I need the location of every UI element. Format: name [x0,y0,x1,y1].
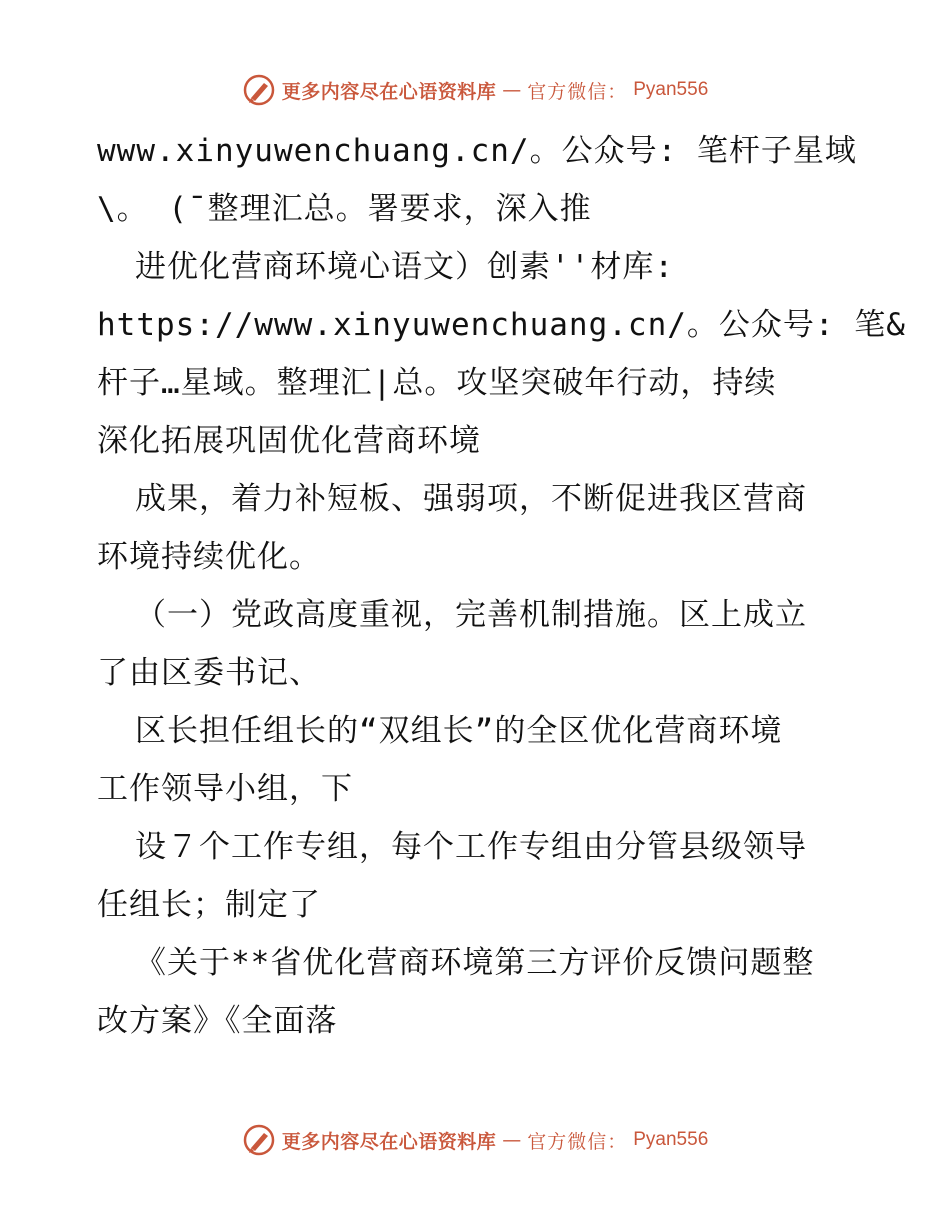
banner-wechat-id: Pyan556 [633,79,709,100]
banner-official-label: 官方微信： [527,80,628,103]
banner-wechat-id: Pyan556 [633,1129,709,1150]
banner-dash: — [502,1129,522,1151]
body-line: www.xinyuwenchuang.cn/。公众号: 笔杆子星域 [97,133,857,169]
banner-brand: 更多内容尽在心语资料库 [281,1130,497,1153]
header-banner [0,70,950,110]
body-line: https://www.xinyuwenchuang.cn/。公众号: 笔& [97,307,906,343]
body-line: 工作领导小组，下 [97,771,353,807]
body-line: （一）党政高度重视，完善机制措施。区上成立 [135,597,807,633]
pen-logo-icon [242,1123,276,1157]
body-line: 进优化营商环境心语文）创素''材库: [135,249,674,285]
body-line: 任组长；制定了 [97,887,321,923]
banner-brand: 更多内容尽在心语资料库 [281,80,497,103]
body-line: 设７个工作专组，每个工作专组由分管县级领导 [135,829,807,865]
body-line: 杆子…星域。整理汇|总。攻坚突破年行动，持续 [97,365,777,401]
document-body [97,122,906,1050]
body-line: 环境持续优化。 [97,539,321,575]
pen-logo-icon [242,73,276,107]
banner-official-label: 官方微信： [527,1130,628,1153]
body-line: 了由区委书记、 [97,655,321,691]
body-line: 成果，着力补短板、强弱项，不断促进我区营商 [135,481,807,517]
body-line: 改方案》《全面落 [97,1003,338,1039]
body-line: 《关于**省优化营商环境第三方评价反馈问题整 [135,945,815,981]
body-line: 区长担任组长的“双组长”的全区优化营商环境 [135,713,783,749]
banner-dash: — [502,79,522,101]
body-line: 深化拓展巩固优化营商环境 [97,423,481,459]
body-line: \。 (¯整理汇总。署要求，深入推 [97,191,592,227]
footer-banner [0,1120,950,1160]
